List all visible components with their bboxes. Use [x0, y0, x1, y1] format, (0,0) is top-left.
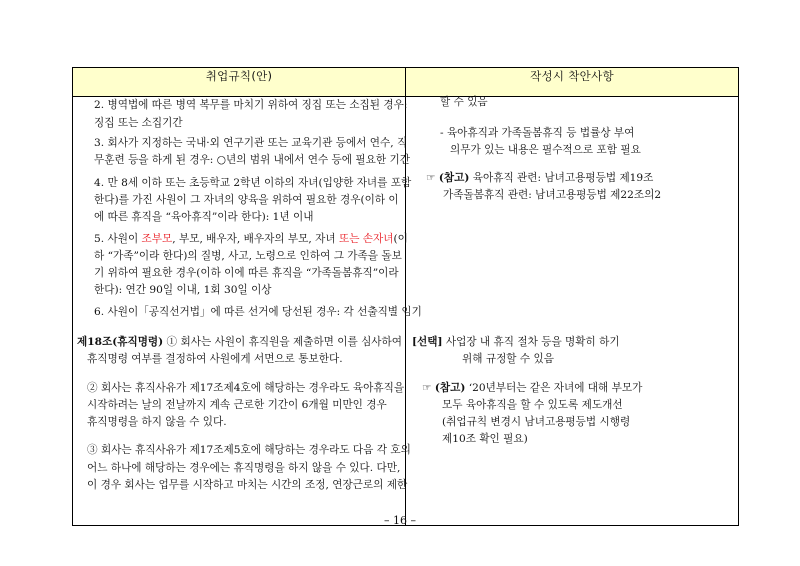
article18-line2: 휴직명령 여부를 결정하여 사원에게 서면으로 통보한다. [87, 353, 343, 365]
ref1-line1 [426, 170, 653, 187]
notes-column [406, 97, 739, 526]
table-header-row [73, 68, 739, 97]
item5-line3: 기 위하여 필요한 경우(이하 이에 따른 휴직을 “가족돌봄휴직”이라 [94, 267, 399, 279]
para3-line1: ③ 회사는 휴직사유가 제17조제5호에 해당하는 경우라도 다음 각 호의 [87, 444, 411, 456]
note1-line2: 의무가 있는 내용은 필수적으로 포함 필요 [450, 144, 641, 156]
item5-pre: 5. 사원이 [94, 233, 142, 245]
ref2-line3: (취업규칙 변경시 남녀고용평등법 시행령 [442, 416, 631, 428]
item3-line2: 무훈련 등을 하게 된 경우: ○년의 범위 내에서 연수 등에 필요한 기간 [94, 154, 410, 166]
item5-highlight-grandparents: 조부모 [141, 233, 173, 245]
choice-line1 [412, 334, 620, 351]
pointing-hand-icon: ☞ [426, 172, 436, 184]
article18-text: ① 회사는 사원이 휴직원을 제출하면 이를 심사하여 [163, 336, 403, 348]
ref2-text: ‘20년부터는 같은 자녀에 대해 부모가 [465, 382, 643, 394]
item5-line2: 하 “가족”이라 한다)의 질병, 사고, 노령으로 인하여 그 가족을 돌보 [94, 250, 402, 262]
article18-line1 [77, 334, 402, 351]
note1-line1: - 육아휴직과 가족돌봄휴직 등 법률상 부여 [440, 127, 635, 139]
ref1-label: (참고) [438, 172, 470, 184]
rules-column [73, 97, 422, 526]
header-left: 취업규칙(안) [73, 68, 406, 97]
item6-line: 6. 사원이「공직선거법」에 따른 선거에 당선된 경우: 각 선출직별 임기 [94, 306, 422, 318]
item4-line3: 에 따른 휴직을 “육아휴직”이라 한다): 1년 이내 [94, 211, 314, 223]
rules-table [72, 67, 739, 526]
page-number: – 16 – [384, 514, 416, 527]
header-right: 작성시 착안사항 [406, 68, 739, 97]
item3-line1: 3. 회사가 지정하는 국내·외 연구기관 또는 교육기관 등에서 연수, 직 [94, 137, 408, 149]
para3-line3: 이 경우 회사는 업무를 시작하고 마치는 시간의 조정, 연장근로의 제한 [87, 479, 408, 491]
para2-line1: ② 회사는 휴직사유가 제17조제4호에 해당하는 경우라도 육아휴직을 [87, 382, 405, 394]
item5-mid: , 부모, 배우자, 배우자의 부모, 자녀 [172, 233, 339, 245]
item4-line1: 4. 만 8세 이하 또는 초등학교 2학년 이하의 자녀(입양한 자녀를 포함 [94, 177, 412, 189]
ref2-line4: 제10조 확인 필요) [442, 433, 528, 445]
item5-post: (이 [393, 233, 408, 245]
ref2-line1 [422, 380, 642, 397]
para2-line2: 시작하려는 날의 전날까지 계속 근로한 기간이 6개월 미만인 경우 [87, 399, 387, 411]
table-body-row [73, 97, 739, 526]
choice-label: [선택] [412, 336, 443, 348]
pointing-hand-icon: ☞ [422, 382, 432, 394]
article18-title: 제18조(휴직명령) [77, 336, 164, 348]
para3-line2: 어느 하나에 해당하는 경우에는 휴직명령을 하지 않을 수 있다. 다만, [87, 462, 401, 474]
item5-line1 [94, 231, 408, 248]
note-continuation: 할 수 있음 [440, 96, 488, 108]
ref2-label: (참고) [434, 382, 466, 394]
ref1-text: 육아휴직 관련: 남녀고용평등법 제19조 [469, 172, 654, 184]
item4-line2: 한다)를 가진 사원이 그 자녀의 양육을 위하여 필요한 경우(이하 이 [94, 194, 399, 206]
item5-line4: 한다): 연간 90일 이내, 1회 30일 이상 [94, 284, 272, 296]
choice-line2: 위해 규정할 수 있음 [462, 353, 554, 365]
choice-text: 사업장 내 휴직 절차 등을 명확히 하기 [442, 336, 620, 348]
ref2-line2: 모두 육아휴직을 할 수 있도록 제도개선 [442, 399, 623, 411]
item2-line1: 2. 병역법에 따른 병역 복무를 마치기 위하여 징집 또는 소집된 경우: [94, 99, 408, 111]
item5-highlight-grandchildren: 또는 손자녀 [338, 233, 394, 245]
ref1-line2: 가족돌봄휴직 관련: 남녀고용평등법 제22조의2 [443, 189, 662, 201]
item2-line2: 징집 또는 소집기간 [94, 117, 183, 129]
para2-line3: 휴직명령을 하지 않을 수 있다. [87, 416, 227, 428]
